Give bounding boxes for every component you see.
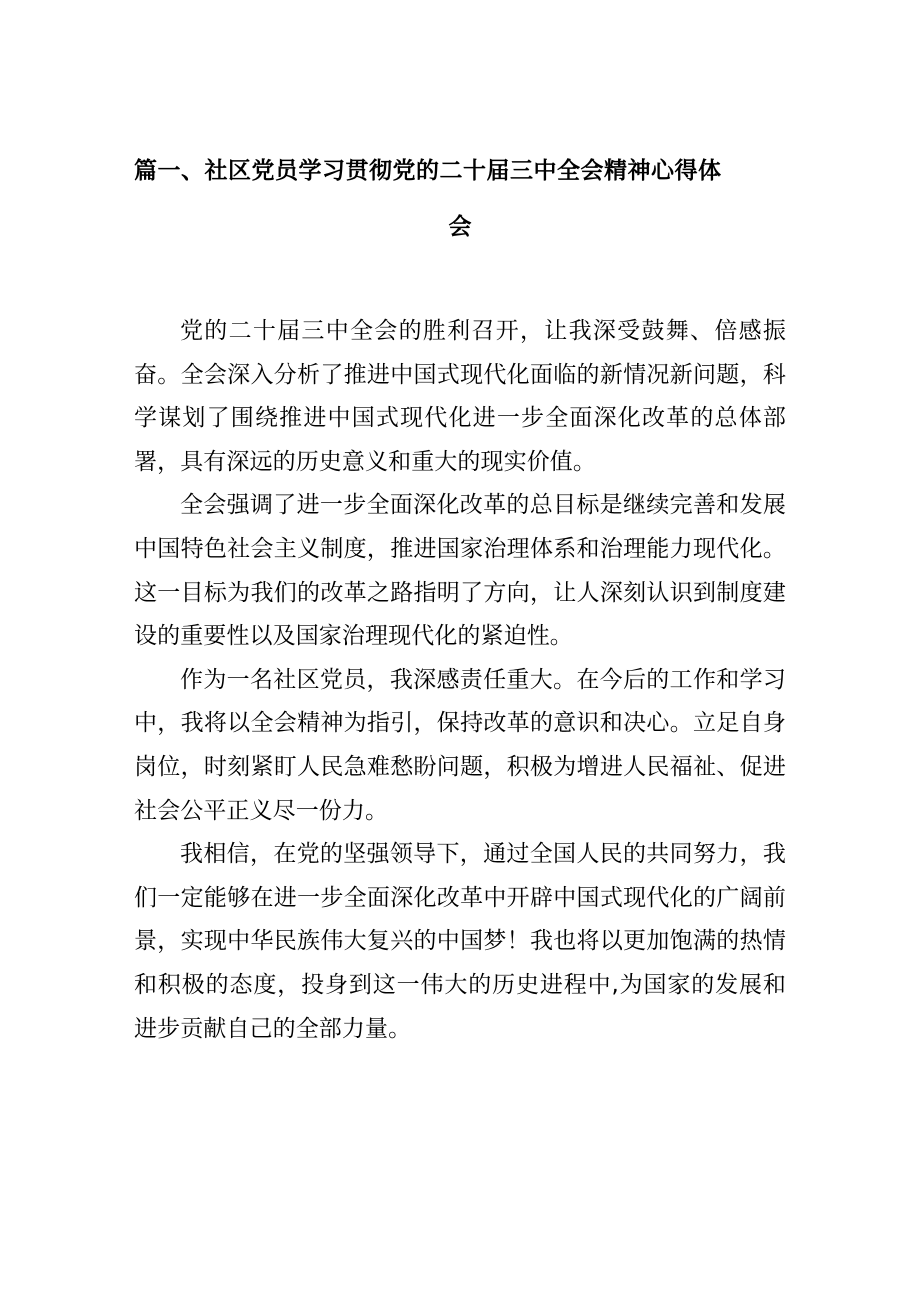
- document-title: 篇一、社区党员学习贯彻党的二十届三中全会精神心得体: [134, 158, 722, 184]
- document-title-continued: 会: [448, 214, 472, 240]
- paragraph-4: 我相信，在党的坚强领导下，通过全国人民的共同努力，我们一定能够在进一步全面深化改革中开辟中国式现代化的广阔前景，实现中华民族伟大复兴的中国梦！我也将以更加饱满的热情和积极的态度，投身到这一伟大的历史进程中,为国家的发展和进步贡献自己的全部力量。: [134, 841, 786, 1042]
- paragraph-3: 作为一名社区党员，我深感责任重大。在今后的工作和学习中，我将以全会精神为指引，保持改革的意识和决心。立足自身岗位，时刻紧盯人民急难愁盼问题，积极为增进人民福祉、促进社会公平正义尽一份力。: [134, 666, 786, 824]
- document-body: [134, 310, 786, 1051]
- paragraph-1: 党的二十届三中全会的胜利召开，让我深受鼓舞、倍感振奋。全会深入分析了推进中国式现代化面临的新情况新问题，科学谋划了围绕推进中国式现代化进一步全面深化改革的总体部署，具有深远的历史意义和重大的现实价值。: [134, 318, 786, 475]
- paragraph-2: 全会强调了进一步全面深化改革的总目标是继续完善和发展中国特色社会主义制度，推进国家治理体系和治理能力现代化。这一目标为我们的改革之路指明了方向，让人深刻认识到制度建设的重要性以及国家治理现代化的紧迫性。: [134, 492, 786, 650]
